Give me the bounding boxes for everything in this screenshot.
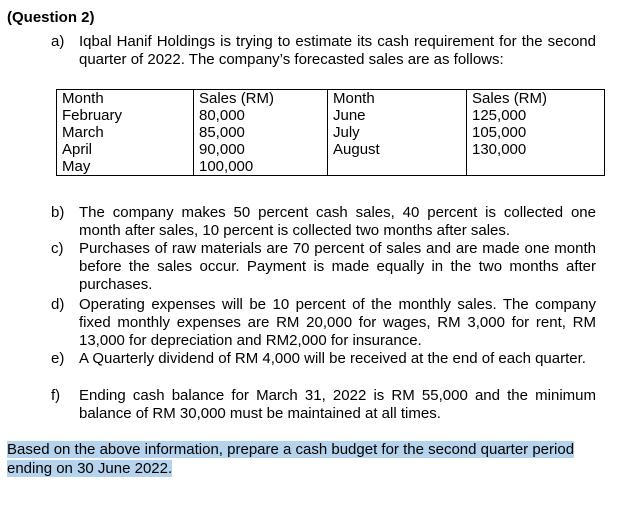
table-cell [328, 158, 467, 176]
table-row [57, 107, 605, 124]
item-b-text: The company makes 50 percent cash sales, 40 percent is collected one month after sales, 10 percent is collected two months after sales. [79, 204, 596, 239]
item-d [51, 296, 596, 350]
table-cell: 130,000 [467, 141, 605, 158]
item-d-label: d) [51, 296, 65, 313]
item-e-text: A Quarterly dividend of RM 4,000 will be received at the end of each quarter. [79, 350, 586, 367]
item-a-text: Iqbal Hanif Holdings is trying to estimate its cash requirement for the second quarter of 2022. The company’s forecasted sales are as follows: [79, 33, 596, 68]
table-header-cell: Sales (RM) [194, 90, 328, 108]
table-cell: February [57, 107, 194, 124]
item-f-label: f) [51, 387, 61, 404]
item-d-text: Operating expenses will be 10 percent of the monthly sales. The company fixed monthly expenses are RM 20,000 for wages, RM 3,000 for rent, RM 13,000 for depreciation and RM2,000 for insurance. [79, 296, 596, 349]
table-cell: 90,000 [194, 141, 328, 158]
table-cell: July [328, 124, 467, 141]
table-header-cell: Sales (RM) [467, 90, 605, 108]
table-row [57, 124, 605, 141]
table-cell: May [57, 158, 194, 176]
sales-forecast-table [56, 89, 605, 176]
item-c-text: Purchases of raw materials are 70 percent of sales and are made one month before the sales occur. Payment is made equally in the two months after purchases. [79, 240, 596, 293]
table-cell: April [57, 141, 194, 158]
table-cell: August [328, 141, 467, 158]
item-a-label: a) [51, 33, 65, 50]
item-f-text: Ending cash balance for March 31, 2022 is RM 55,000 and the minimum balance of RM 30,000 must be maintained at all times. [79, 387, 596, 422]
table-header-cell: Month [328, 90, 467, 108]
item-c-label: c) [51, 240, 64, 257]
item-e-label: e) [51, 350, 65, 367]
item-f [51, 387, 596, 423]
table-cell: June [328, 107, 467, 124]
item-b [51, 204, 596, 240]
table-cell: 105,000 [467, 124, 605, 141]
table-cell: 125,000 [467, 107, 605, 124]
table-row [57, 141, 605, 158]
table-cell: 85,000 [194, 124, 328, 141]
item-c [51, 240, 596, 294]
table-row [57, 158, 605, 176]
table-cell: 80,000 [194, 107, 328, 124]
item-a [51, 33, 596, 69]
item-e [51, 350, 596, 368]
item-b-label: b) [51, 204, 65, 221]
table-cell: March [57, 124, 194, 141]
table-cell: 100,000 [194, 158, 328, 176]
task-instruction[interactable] [7, 440, 603, 478]
table-header-cell: Month [57, 90, 194, 108]
question-heading: (Question 2) [7, 9, 95, 26]
table-cell [467, 158, 605, 176]
table-header-row [57, 90, 605, 108]
task-instruction-text: Based on the above information, prepare a cash budget for the second quarter period ending on 30 June 2022. [7, 441, 575, 477]
